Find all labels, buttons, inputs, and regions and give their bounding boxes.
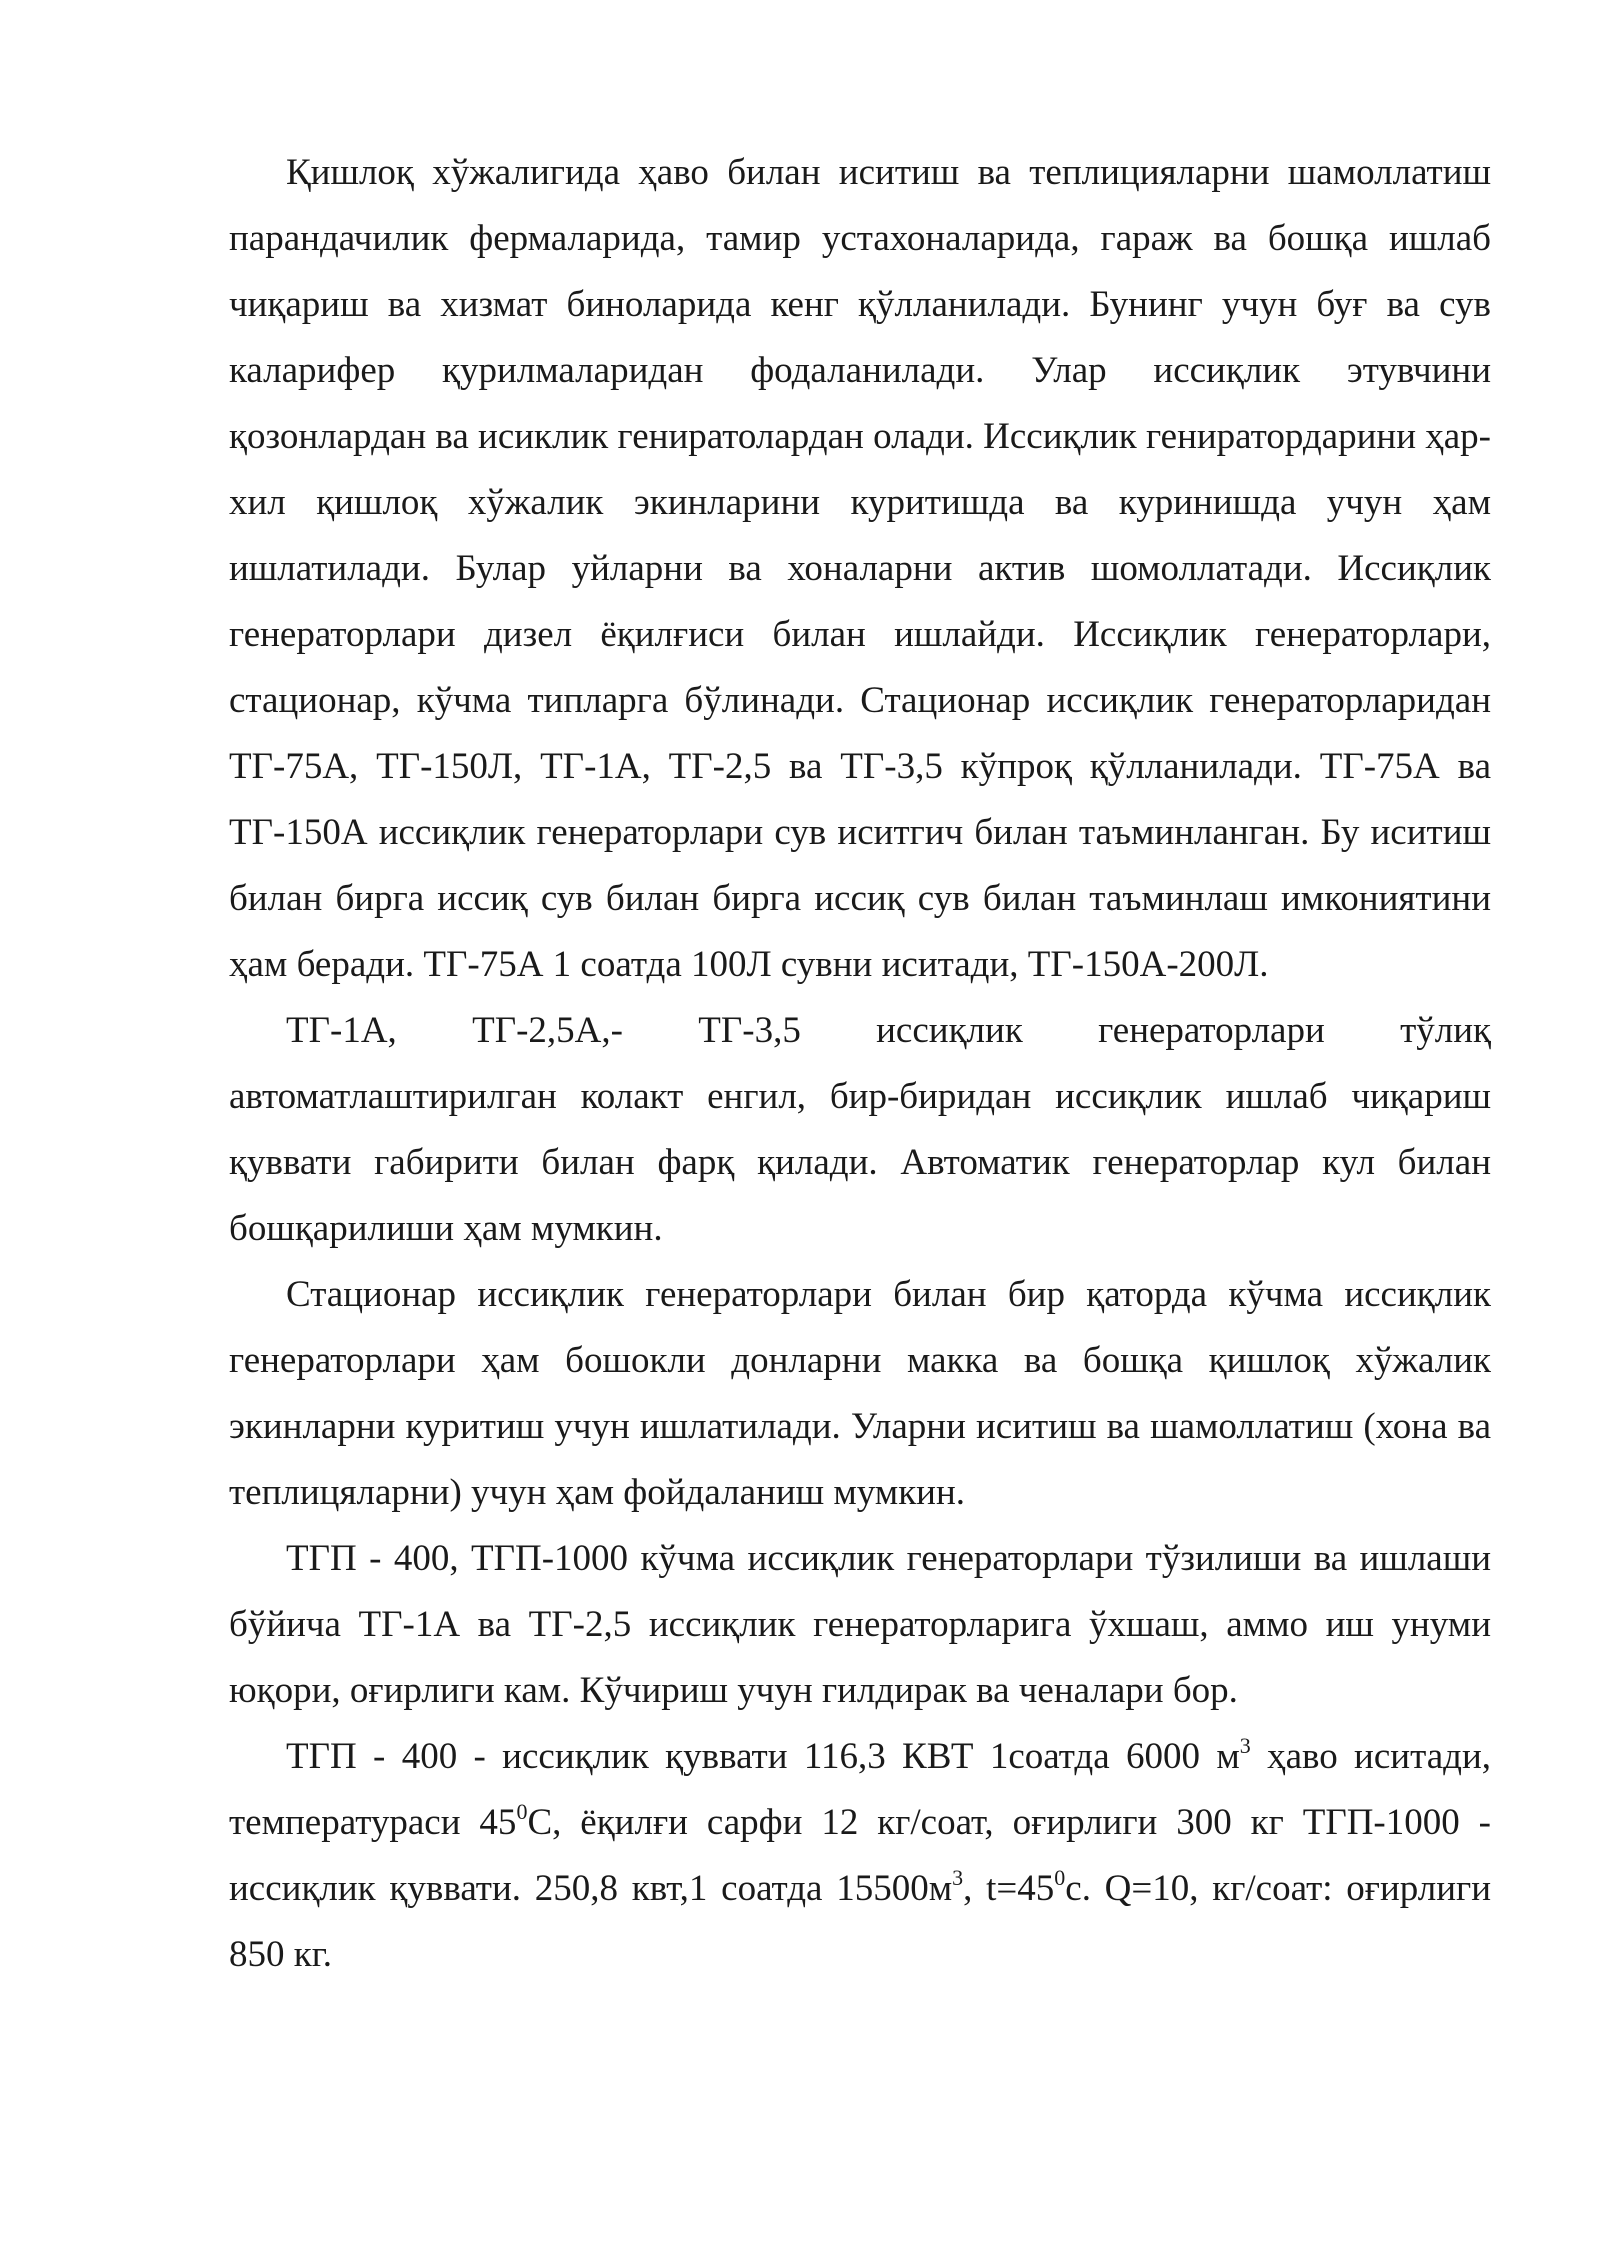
superscript-cubic-1: 3 xyxy=(1239,1732,1251,1758)
spec-text-2: ҳаво иситади, температураси 45 xyxy=(229,1736,1491,1843)
paragraph-tgp-specs xyxy=(229,1724,1491,1988)
paragraph-tgp-comparison: ТГП - 400, ТГП-1000 кўчма иссиқлик генераторлари тўзилиши ва ишлаши бўйича ТГ-1А ва ТГ-2,5 иссиқлик генераторларига ўхшаш, аммо иш унуми юқори, оғирлиги кам. Кўчириш учун гилдирак ва ченалари бор. xyxy=(229,1538,1491,1711)
superscript-degree-2: 0 xyxy=(1054,1864,1066,1890)
superscript-degree-1: 0 xyxy=(516,1798,528,1824)
spec-text-1: ТГП - 400 - иссиқлик қуввати 116,3 КВТ 1соатда 6000 м xyxy=(286,1736,1240,1777)
paragraph-mobile-generators: Стационар иссиқлик генераторлари билан бир қаторда кўчма иссиқлик генераторлари ҳам бошокли донларни макка ва бошқа қишлоқ хўжалик экинларни куритиш учун ишлатилади. Уларни иситиш ва шамоллатиш (хона ва теплицяларни) учун ҳам фойдаланиш мумкин. xyxy=(229,1274,1491,1513)
superscript-cubic-2: 3 xyxy=(952,1864,964,1890)
spec-text-3: С, ёқилғи сарфи 12 кг/соат, оғирлиги 300 кг ТГП-1000 - иссиқлик қуввати. 250,8 квт,1 соатда 15500м xyxy=(229,1802,1491,1909)
paragraph-heat-air-heating: Қишлоқ хўжалигида ҳаво билан иситиш ва теплицияларни шамоллатиш парандачилик фермаларида, тамир устахоналарида, гараж ва бошқа ишлаб чиқариш ва хизмат биноларида кенг қўлланилади. Бунинг учун буғ ва сув каларифер қурилмаларидан фодаланилади. Улар иссиқлик этувчини қозонлардан ва исиклик гениратолардан олади. Иссиқлик гениратордарини ҳар-хил қишлоқ хўжалик экинларини куритишда ва куринишда учун ҳам ишлатилади. Булар уйларни ва хоналарни актив шомоллатади. Иссиқлик генераторлари дизел ёқилғиси билан ишлайди. Иссиқлик генераторлари, стационар, кўчма типларга бўлинади. Стационар иссиқлик генераторларидан ТГ-75А, ТГ-150Л, ТГ-1А, ТГ-2,5 ва ТГ-3,5 кўпроқ қўлланилади. ТГ-75А ва ТГ-150А иссиқлик генераторлари сув иситгич билан таъминланган. Бу иситиш билан бирга иссиқ сув билан бирга иссиқ сув билан таъминлаш имкониятини ҳам беради. ТГ-75А 1 соатда 100Л сувни иситади, ТГ-150А-200Л. xyxy=(229,152,1491,985)
paragraph-automatic-generators: ТГ-1А, ТГ-2,5А,- ТГ-3,5 иссиқлик генераторлари тўлиқ автоматлаштирилган колакт енгил, бир-биридан иссиқлик ишлаб чиқариш қуввати габирити билан фарқ қилади. Автоматик генераторлар кул билан бошқарилиши ҳам мумкин. xyxy=(229,1010,1491,1249)
spec-text-4: , t=45 xyxy=(963,1868,1055,1909)
document-page xyxy=(229,140,1491,1988)
spec-text-5: с. Q=10, кг/соат: оғирлиги 850 кг. xyxy=(229,1868,1491,1975)
